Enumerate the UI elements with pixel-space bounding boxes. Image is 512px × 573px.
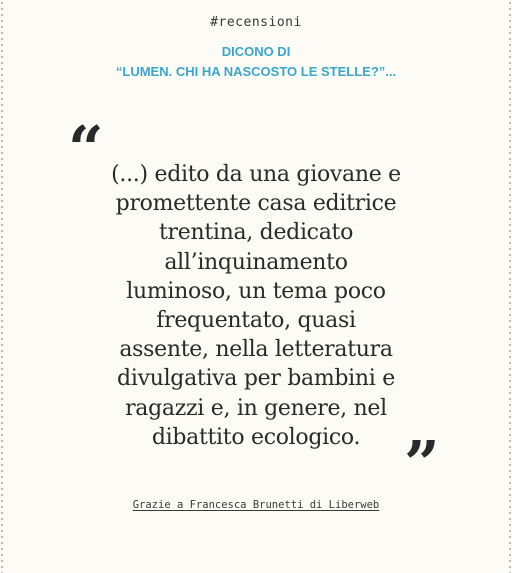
review-quote [86,160,426,452]
quote-line: frequentato, quasi [156,308,356,334]
heading-line-2: “LUMEN. CHI HA NASCOSTO LE STELLE?”... [115,64,397,79]
quote-line: divulgativa per bambini e [117,366,395,392]
quote-line: promettente casa editrice [115,191,397,217]
heading-line-1: DICONO DI [221,44,291,59]
close-quote-icon: ” [404,427,440,500]
quote-line: ragazzi e, in genere, nel [125,395,387,421]
credit-link[interactable]: Grazie a Francesca Brunetti di Liberweb [132,499,380,511]
quote-line: dibattito ecologico. [151,424,361,450]
review-heading [0,42,512,82]
quote-line: (...) edito da una giovane e [111,162,401,187]
quote-line: all’inquinamento [164,249,348,275]
quote-line: trentina, dedicato [158,220,354,246]
quote-line: assente, nella letteratura [119,337,393,363]
left-dotted-border [0,0,4,573]
hashtag-label: #recensioni [210,15,302,30]
open-quote-icon: “ [68,112,104,185]
right-dotted-border [508,0,512,573]
quote-line: luminoso, un tema poco [126,278,386,304]
